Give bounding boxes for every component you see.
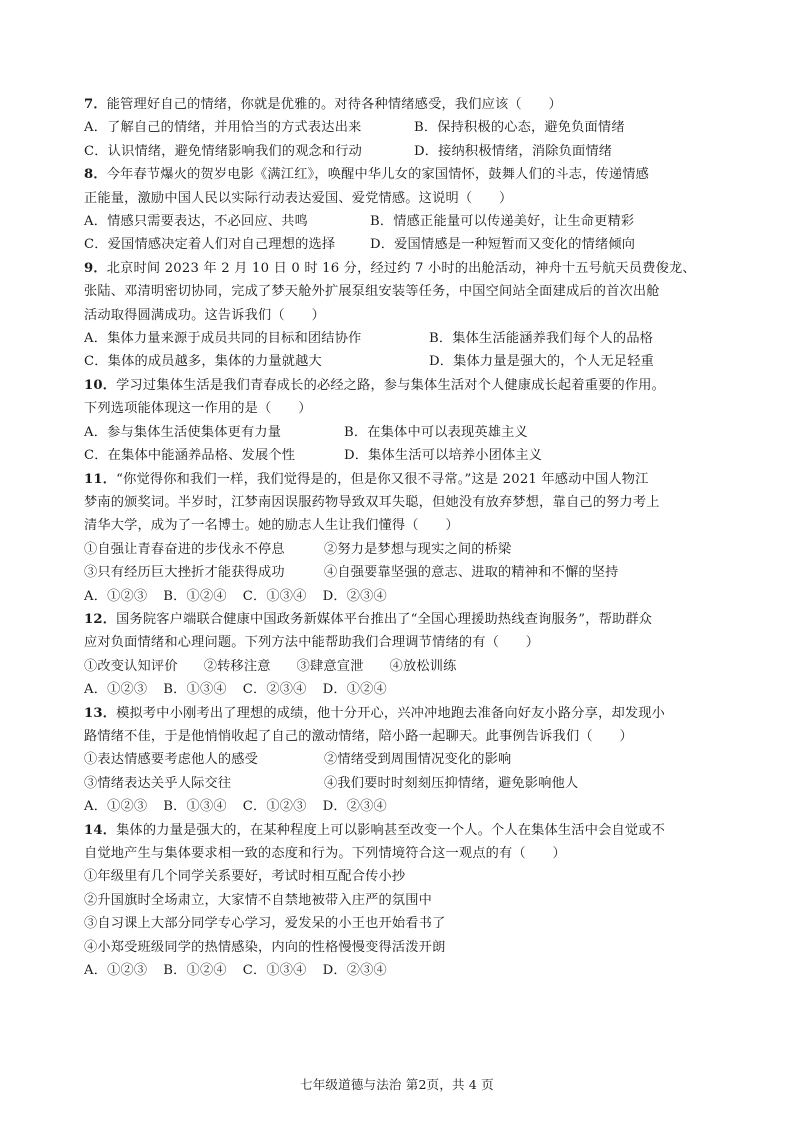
option-b: B．在集体中可以表现英雄主义	[344, 424, 528, 440]
question-text	[84, 819, 714, 842]
choice-c: C．①③④	[242, 963, 307, 979]
choices-row	[84, 585, 714, 608]
statement: ④自强要靠坚强的意志、进取的精神和不懈的坚持	[324, 565, 619, 581]
statement: ③肆意宣泄	[296, 658, 364, 674]
statements-row	[84, 655, 714, 678]
question-stem: 模拟考中小刚考出了理想的成绩，他十分开心，兴冲冲地跑去准备向好友小路分享，却发现小	[116, 705, 666, 721]
statement: ①表达情感要考虑他人的感受	[84, 752, 259, 768]
statement: ③只有经历巨大挫折才能获得成功	[84, 565, 285, 581]
question-text	[84, 702, 714, 725]
question-number: 9．	[84, 260, 107, 276]
statement: ②升国旗时全场肃立，大家情不自禁地被带入庄严的氛围中	[84, 892, 433, 908]
option-d: D．集体力量是强大的，个人无足轻重	[429, 354, 654, 370]
statement: ②情绪受到周围情况变化的影响	[324, 752, 512, 768]
page-footer: 七年级道德与法治 第2页，共 4 页	[300, 1077, 494, 1092]
statement: ③自习课上大部分同学专心学习，爱发呆的小王也开始看书了	[84, 916, 446, 932]
choices-row	[84, 795, 714, 818]
question-text	[84, 468, 714, 491]
question-9	[84, 257, 714, 374]
question-text	[84, 163, 714, 186]
statement: ④小郑受班级同学的热情感染，内向的性格慢慢变得活泼开朗	[84, 939, 446, 955]
question-7	[84, 93, 714, 163]
question-number: 14．	[84, 822, 117, 838]
question-12	[84, 608, 714, 702]
question-stem-line: 自觉地产生与集体要求相一致的态度和行为。下列情境符合这一观点的有（ ）	[84, 846, 566, 861]
question-stem: 北京时间 2023 年 2 月 10 日 0 时 16 分，经过约 7 小时的出舱活动，神舟十五号航天员费俊龙、	[106, 260, 696, 276]
option-d: D．爱国情感是一种短暂而又变化的情绪倾向	[370, 237, 636, 253]
question-10	[84, 374, 714, 468]
question-text	[84, 374, 714, 397]
option-a: A．集体力量来源于成员共同的目标和团结协作	[84, 331, 362, 347]
statement: ②转移注意	[203, 658, 271, 674]
statement: ③情绪表达关乎人际交往	[84, 775, 232, 791]
question-text	[84, 93, 714, 116]
choice-c: C．①③④	[242, 588, 307, 604]
question-number: 12．	[84, 611, 117, 627]
question-stem-line: 下列选项能体现这一作用的是（ ）	[84, 401, 312, 417]
choice-d: D．②③④	[322, 588, 387, 604]
option-a: A．参与集体生活使集体更有力量	[84, 424, 282, 440]
question-stem-line: 活动取得圆满成功。这告诉我们（ ）	[84, 307, 325, 323]
choice-d: D．①②④	[322, 682, 387, 698]
question-14	[84, 819, 714, 983]
question-stem: “你觉得你和我们一样，我们觉得是的，但是你又很不寻常。”这是 2021 年感动中国人物江	[116, 471, 649, 487]
option-c: C．在集体中能涵养品格、发展个性	[84, 448, 296, 464]
question-stem-line: 应对负面情绪和心理问题。下列方法中能帮助我们合理调节情绪的有（ ）	[84, 635, 540, 651]
choice-b: B．①②④	[163, 588, 227, 604]
option-c: C．集体的成员越多，集体的力量就越大	[84, 354, 322, 370]
question-stem-line: 梦南的颁奖词。半岁时，江梦南因误服药物导致双耳失聪，但她没有放弃梦想，靠自己的努力考上	[84, 494, 660, 510]
choice-b: B．①③④	[163, 682, 227, 698]
choices-row	[84, 678, 714, 701]
choice-a: A．①②③	[84, 588, 148, 604]
choice-d: D．②③④	[322, 799, 387, 815]
choices-row	[84, 959, 714, 982]
statement: ②努力是梦想与现实之间的桥梁	[324, 541, 512, 557]
question-number: 10．	[84, 377, 117, 393]
question-number: 13．	[84, 705, 117, 721]
statement: ①改变认知评价	[84, 658, 178, 674]
choice-d: D．②③④	[322, 963, 387, 979]
question-stem: 能管理好自己的情绪，你就是优雅的。对待各种情绪感受，我们应该（ ）	[106, 97, 562, 112]
question-13	[84, 702, 714, 819]
question-stem: 今年春节爆火的贺岁电影《满江红》，唤醒中华儿女的家国情怀，鼓舞人们的斗志，传递情感	[106, 167, 650, 183]
choice-c: C．①②③	[242, 799, 307, 815]
question-8	[84, 163, 714, 257]
question-stem: 集体的力量是强大的，在某种程度上可以影响甚至改变一个人。个人在集体生活中会自觉或不	[116, 822, 666, 838]
question-number: 11．	[84, 471, 117, 487]
question-stem-line: 路情绪不佳，于是他悄悄收起了自己的激动情绪，陪小路一起聊天。此事例告诉我们（ ）	[84, 728, 633, 744]
choice-a: A．①②③	[84, 682, 148, 698]
question-stem: 国务院客户端联合健康中国政务新媒体平台推出了“全国心理援助热线查询服务”，帮助群众	[116, 611, 653, 627]
question-area	[84, 93, 714, 982]
option-a: A．情感只需要表达，不必回应、共鸣	[84, 214, 308, 230]
statement: ①年级里有几个同学关系要好，考试时相互配合传小抄	[84, 869, 406, 885]
question-number: 7．	[84, 97, 107, 112]
option-d: D．集体生活可以培养小团体主义	[344, 448, 543, 464]
choice-b: B．①③④	[163, 799, 227, 815]
question-stem-line: 张陆、邓清明密切协同，完成了梦天舱外扩展泵组安装等任务，中国空间站全面建成后的首次出舱	[84, 284, 660, 300]
statement: ④我们要时时刻刻压抑情绪，避免影响他人	[324, 775, 579, 791]
question-text	[84, 608, 714, 631]
question-stem-line: 正能量，激励中国人民以实际行动表达爱国、爱党情感。这说明（ ）	[84, 190, 513, 206]
choice-a: A．①②③	[84, 963, 148, 979]
option-c: C．认识情绪，避免情绪影响我们的观念和行动	[84, 143, 363, 159]
question-11	[84, 468, 714, 608]
statement: ④放松训练	[389, 658, 457, 674]
option-b: B．集体生活能涵养我们每个人的品格	[429, 331, 654, 347]
statement: ①自强让青春奋进的步伐永不停息	[84, 541, 285, 557]
question-text	[84, 257, 714, 280]
question-stem: 学习过集体生活是我们青春成长的必经之路，参与集体生活对个人健康成长起着重要的作用。	[116, 377, 666, 393]
question-number: 8．	[84, 167, 107, 183]
option-d: D．接纳积极情绪，消除负面情绪	[414, 143, 613, 159]
option-b: B．保持积极的心态，避免负面情绪	[414, 120, 625, 136]
question-stem-line: 清华大学，成为了一名博士。她的励志人生让我们懂得（ ）	[84, 518, 459, 534]
option-a: A．了解自己的情绪，并用恰当的方式表达出来	[84, 120, 362, 136]
option-b: B．情感正能量可以传递美好，让生命更精彩	[370, 214, 635, 230]
option-c: C．爱国情感决定着人们对自己理想的选择	[84, 237, 336, 253]
choice-c: C．②③④	[242, 682, 307, 698]
choice-a: A．①②③	[84, 799, 148, 815]
choice-b: B．①②④	[163, 963, 227, 979]
